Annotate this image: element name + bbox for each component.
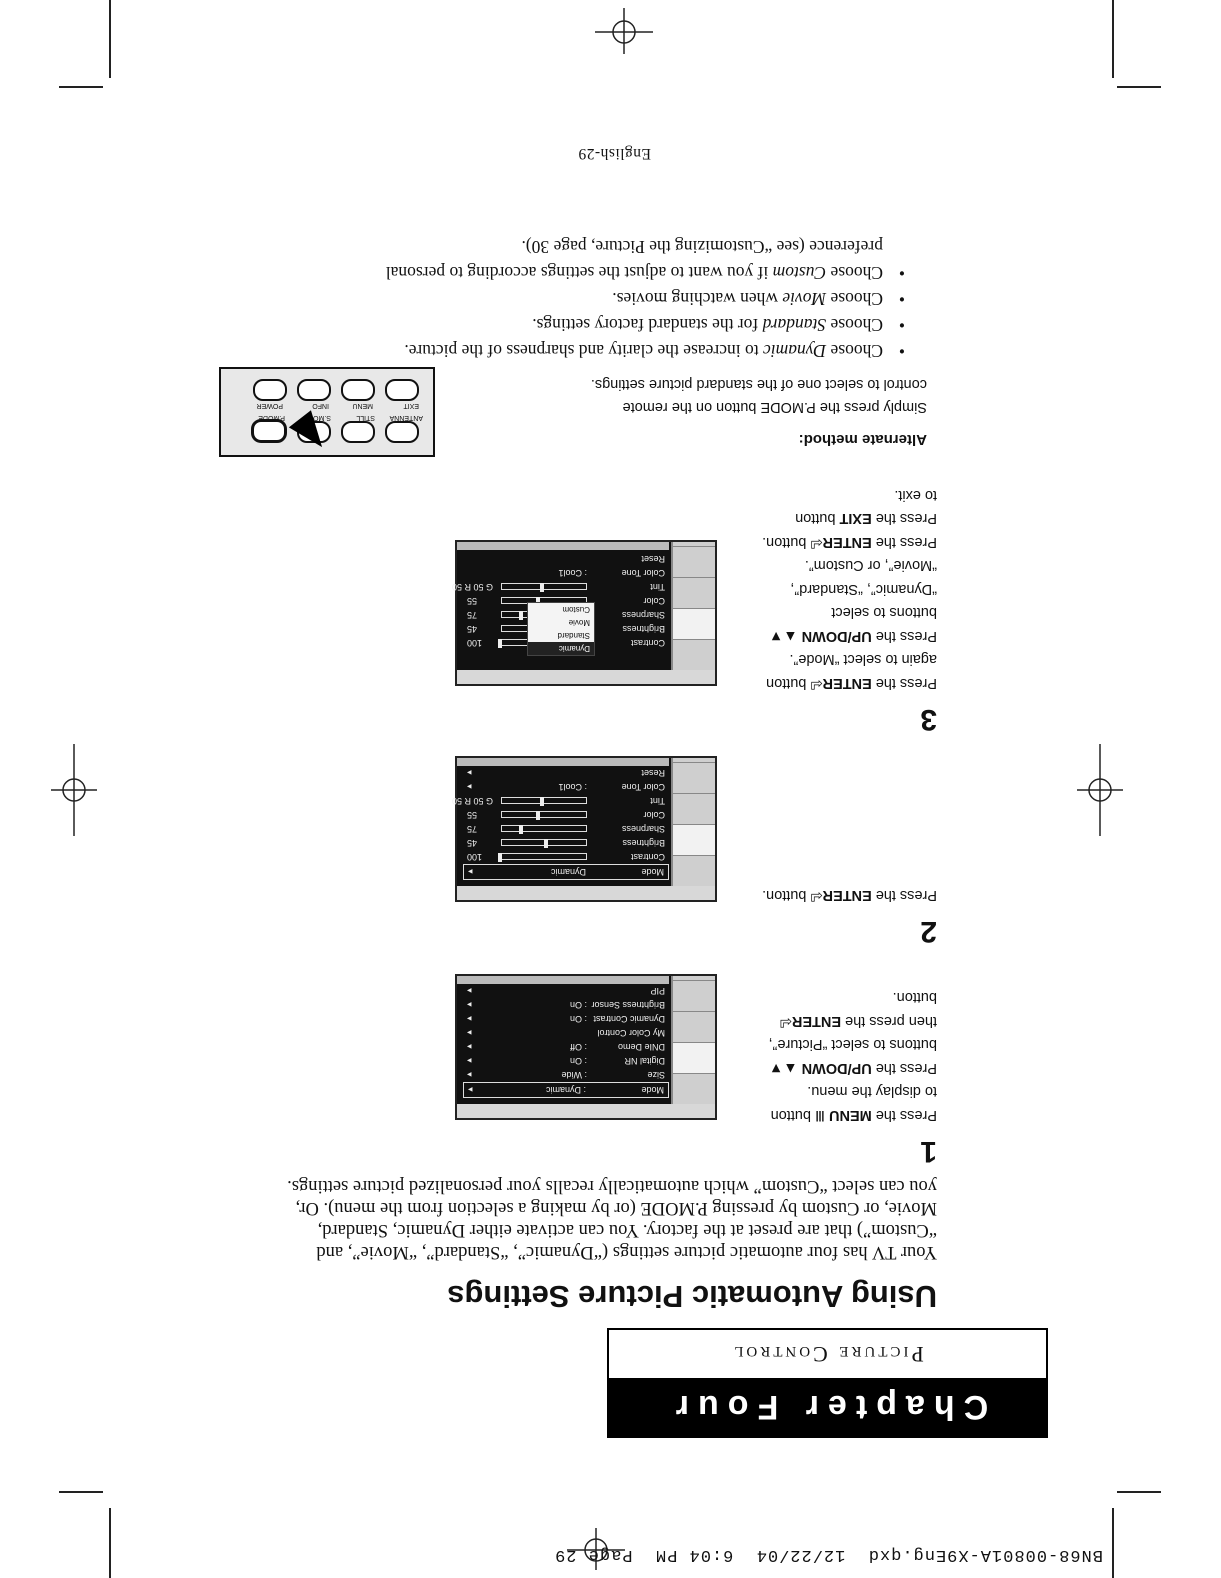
- menu-list: [451, 764, 669, 880]
- menu-row-label: Brightness: [622, 624, 665, 634]
- bullet-continuation: preference (see “Customizing the Picture, page 30).: [521, 237, 883, 257]
- print-slug: BN68-00801A-X9Eng.qxd 12/22/04 6:04 PM Page 29: [554, 1545, 1103, 1564]
- key-name: EXIT: [839, 510, 872, 527]
- menu-row-value: : On: [569, 1014, 587, 1024]
- menu-row: [463, 566, 669, 580]
- menu-screenshot-2: [451, 756, 717, 902]
- menu-screenshot-1: [455, 974, 717, 1120]
- page-number: English-29: [577, 145, 651, 162]
- slider-thumb: [540, 584, 544, 593]
- menu-row-label: Digital NR: [624, 1056, 665, 1066]
- menu-row-value: G 50 R 50: [451, 582, 493, 592]
- intro-paragraph: Your TV has four automatic picture settings (“Dynamic”, “Standard”, “Movie”, and “Custom”) that are preset at the factory. You can activate either Dynamic, Standard, Movie, or Custom by pressing P.MODE (or by making a selection from the menu). Or, you can select “Custom” which automatically recalls your personalized picture settings.: [287, 1176, 937, 1262]
- step-number: 2: [920, 915, 937, 948]
- chevron-right-icon: ▸: [468, 867, 473, 877]
- menu-row-label: My Color Control: [597, 1028, 665, 1038]
- slider-thumb: [519, 612, 523, 621]
- menu-row-label: Dynamic Contrast: [593, 1014, 665, 1024]
- remote-button: [341, 379, 375, 401]
- slider-track: [501, 584, 587, 591]
- menu-row: [463, 998, 669, 1012]
- step-number: 1: [920, 1135, 937, 1168]
- chapter-title: Chapter Four: [609, 1378, 1046, 1436]
- menu-sidebar: [671, 542, 715, 670]
- step-3-instructions: [737, 483, 937, 695]
- menu-row-value: 45: [467, 838, 478, 848]
- menu-slider-row: [451, 580, 669, 594]
- chevron-right-icon: ▸: [467, 1028, 472, 1038]
- mode-option: Movie: [568, 618, 590, 627]
- chapter-header: [607, 1328, 1048, 1438]
- remote-button: [297, 379, 331, 401]
- menu-row-value: : Wide: [561, 1070, 587, 1080]
- menu-row: [463, 1026, 669, 1040]
- menu-row-value: Dynamic: [550, 867, 586, 877]
- remote-label: MENU: [352, 402, 373, 409]
- remote-button: [253, 379, 287, 401]
- menu-row: [463, 1012, 669, 1026]
- remote-button: [385, 379, 419, 401]
- menu-sidebar: [671, 758, 715, 886]
- menu-row-value: 45: [467, 624, 478, 634]
- slider-thumb: [536, 812, 540, 821]
- menu-row-label: Color: [643, 810, 665, 820]
- menu-row-label: Contrast: [630, 852, 665, 862]
- menu-row-label: Contrast: [630, 638, 665, 648]
- slider-track: [501, 840, 587, 847]
- menu-row-value: : Cool1: [558, 782, 587, 792]
- step-line: “Dynamic”, “Standard”,: [790, 581, 937, 597]
- crop-mark: [109, 0, 111, 78]
- menu-row: [463, 780, 669, 794]
- menu-row-label: Color Tone: [621, 568, 665, 578]
- mode-name: Custom: [772, 263, 827, 283]
- menu-row: [463, 552, 669, 566]
- bullet-item: • Choose Standard for the standard factory settings.: [295, 312, 905, 338]
- menu-row-value: 75: [467, 824, 478, 834]
- menu-row-label: Brightness Sensor: [591, 1000, 665, 1010]
- remote-button: [341, 421, 375, 443]
- key-name: ENTER: [822, 887, 872, 903]
- menu-header-bar: [457, 1104, 715, 1118]
- crop-mark: [109, 1508, 111, 1578]
- slider-track: [501, 798, 587, 805]
- step-line: Press the UP/DOWN ▲▼: [768, 628, 937, 644]
- remote-label: S.MODE: [303, 414, 331, 421]
- slider-track: [501, 854, 587, 861]
- chevron-right-icon: ▸: [467, 1042, 472, 1052]
- key-name: UP/DOWN ▲▼: [768, 1060, 872, 1076]
- chevron-right-icon: ▸: [467, 1014, 472, 1024]
- registration-mark-icon: [595, 8, 653, 54]
- remote-label: P.MODE: [258, 414, 285, 421]
- menu-sidebar: [671, 976, 715, 1104]
- key-name: MENU: [829, 1107, 872, 1123]
- slider-thumb: [540, 798, 544, 807]
- remote-button: [385, 421, 419, 443]
- chevron-right-icon: ▸: [467, 1056, 472, 1066]
- chevron-right-icon: ▸: [467, 782, 472, 792]
- step-line: Press the ENTER⏎ button.: [762, 534, 937, 550]
- menu-row-label: Reset: [641, 768, 665, 778]
- remote-label: POWER: [256, 402, 283, 409]
- menu-row-label: DNIe Demo: [617, 1042, 665, 1052]
- menu-screenshot-3: [451, 540, 717, 686]
- step-line: to exit.: [894, 487, 937, 503]
- bullet-item: • Choose Dynamic to increase the clarity and sharpness of the picture.: [295, 338, 905, 364]
- menu-footer-bar: [457, 758, 669, 766]
- menu-footer-bar: [457, 542, 669, 550]
- menu-row-value: 100: [467, 852, 483, 862]
- mode-name: Dynamic: [762, 341, 827, 361]
- menu-row-value: : On: [569, 1056, 587, 1066]
- menu-row-value: 55: [467, 596, 478, 606]
- crop-mark: [1112, 1508, 1114, 1578]
- slider-thumb: [498, 640, 502, 649]
- chevron-right-icon: ▸: [467, 986, 472, 996]
- menu-row-value: 75: [467, 610, 478, 620]
- menu-row-label: Tint: [650, 582, 665, 592]
- menu-row-label: Reset: [641, 554, 665, 564]
- page-title: Using Automatic Picture Settings: [447, 1279, 937, 1314]
- menu-row-value: : Cool1: [558, 568, 587, 578]
- remote-label: EXIT: [403, 402, 419, 409]
- menu-row: [463, 984, 669, 998]
- remote-label: ANTENNA: [389, 414, 423, 421]
- key-name: UP/DOWN ▲▼: [768, 628, 872, 644]
- chevron-right-icon: ▸: [467, 1070, 472, 1080]
- menu-row-value: 55: [467, 810, 478, 820]
- menu-row-label: Size: [647, 1070, 665, 1080]
- step-2-instructions: [737, 883, 937, 907]
- menu-row-label: Mode: [641, 1085, 664, 1095]
- mode-name: Movie: [782, 289, 827, 309]
- slider-thumb: [544, 840, 548, 849]
- step-line: “Movie”, or Custom”.: [804, 557, 937, 574]
- mode-option: Standard: [557, 631, 590, 640]
- menu-row-value: : On: [569, 1000, 587, 1010]
- slider-track: [501, 826, 587, 833]
- menu-row: [463, 1082, 669, 1098]
- menu-slider-row: [463, 850, 669, 864]
- chevron-right-icon: ▸: [468, 1085, 473, 1095]
- mode-popup: [527, 602, 595, 656]
- menu-slider-row: [463, 822, 669, 836]
- menu-row-label: PIP: [650, 986, 665, 996]
- remote-label: INFO: [312, 402, 329, 409]
- menu-slider-row: [451, 794, 669, 808]
- menu-row-value: G 50 R 50: [451, 796, 493, 806]
- menu-row-value: : Off: [570, 1042, 587, 1052]
- mode-name: Standard: [762, 315, 827, 335]
- crop-mark: [59, 1491, 103, 1493]
- step-line: button.: [892, 989, 937, 1006]
- step-1-instructions: [737, 985, 937, 1126]
- mode-bullet-list: [295, 234, 905, 364]
- slider-track: [501, 812, 587, 819]
- menu-row-value: 100: [467, 638, 483, 648]
- menu-row: [463, 766, 669, 780]
- step-line: Press the ENTER⏎ button.: [762, 887, 937, 903]
- menu-slider-row: [463, 836, 669, 850]
- menu-row-label: Color: [643, 596, 665, 606]
- menu-row-label: Sharpness: [621, 824, 665, 834]
- menu-header-bar: [457, 886, 715, 900]
- menu-list: [463, 982, 669, 1098]
- menu-row-value: : Dynamic: [545, 1085, 586, 1095]
- mode-option: Custom: [562, 605, 590, 614]
- crop-mark: [1117, 1491, 1161, 1493]
- bullet-item: • Choose Movie when watching movies.: [295, 286, 905, 312]
- bullet-item: • Choose Custom if you want to adjust the settings according to personal: [295, 260, 905, 286]
- menu-row: [463, 1068, 669, 1082]
- menu-row-label: Color Tone: [621, 782, 665, 792]
- step-line: again to select “Mode”.: [789, 651, 937, 668]
- crop-mark: [1112, 0, 1114, 78]
- chevron-right-icon: ▸: [467, 768, 472, 778]
- menu-row-label: Mode: [641, 867, 664, 877]
- step-line: buttons to select “Picture”,: [768, 1036, 937, 1053]
- key-name: ENTER: [822, 675, 872, 691]
- step-line: Press the EXIT button: [795, 510, 937, 527]
- step-line: Press the MENU Ⅲ button: [770, 1107, 937, 1123]
- alternate-method-text: Simply press the P.MODE button on the remote control to select one of the standard picture settings.: [590, 376, 927, 415]
- step-line: Press the UP/DOWN ▲▼: [768, 1060, 937, 1076]
- step-line: to display the menu.: [807, 1083, 937, 1100]
- registration-mark-icon: [1077, 744, 1123, 836]
- section-title: Picture Control: [609, 1330, 1046, 1378]
- chevron-right-icon: ▸: [467, 1000, 472, 1010]
- menu-footer-bar: [457, 976, 669, 984]
- alternate-method-heading: Alternate method:: [798, 431, 927, 448]
- menu-header-bar: [457, 670, 715, 684]
- step-number: 3: [920, 703, 937, 736]
- mode-option: Dynamic: [528, 642, 594, 655]
- remote-control-illustration: [219, 367, 435, 457]
- menu-row: [463, 1040, 669, 1054]
- registration-mark-icon: [51, 744, 97, 836]
- step-line: then press the ENTER⏎: [779, 1013, 937, 1029]
- step-line: Press the ENTER⏎ button: [766, 675, 937, 691]
- slider-thumb: [519, 826, 523, 835]
- key-name: ENTER: [822, 534, 872, 550]
- crop-mark: [59, 86, 103, 88]
- crop-mark: [1117, 86, 1161, 88]
- menu-row: [463, 864, 669, 880]
- pmode-button: [251, 419, 287, 443]
- remote-label: STILL: [356, 414, 375, 421]
- menu-row-label: Sharpness: [621, 610, 665, 620]
- slider-thumb: [498, 854, 502, 863]
- key-name: ENTER: [791, 1013, 842, 1029]
- menu-row-label: Brightness: [622, 838, 665, 848]
- step-line: buttons to select: [831, 604, 937, 621]
- menu-slider-row: [463, 808, 669, 822]
- menu-row: [463, 1054, 669, 1068]
- menu-row-label: Tint: [650, 796, 665, 806]
